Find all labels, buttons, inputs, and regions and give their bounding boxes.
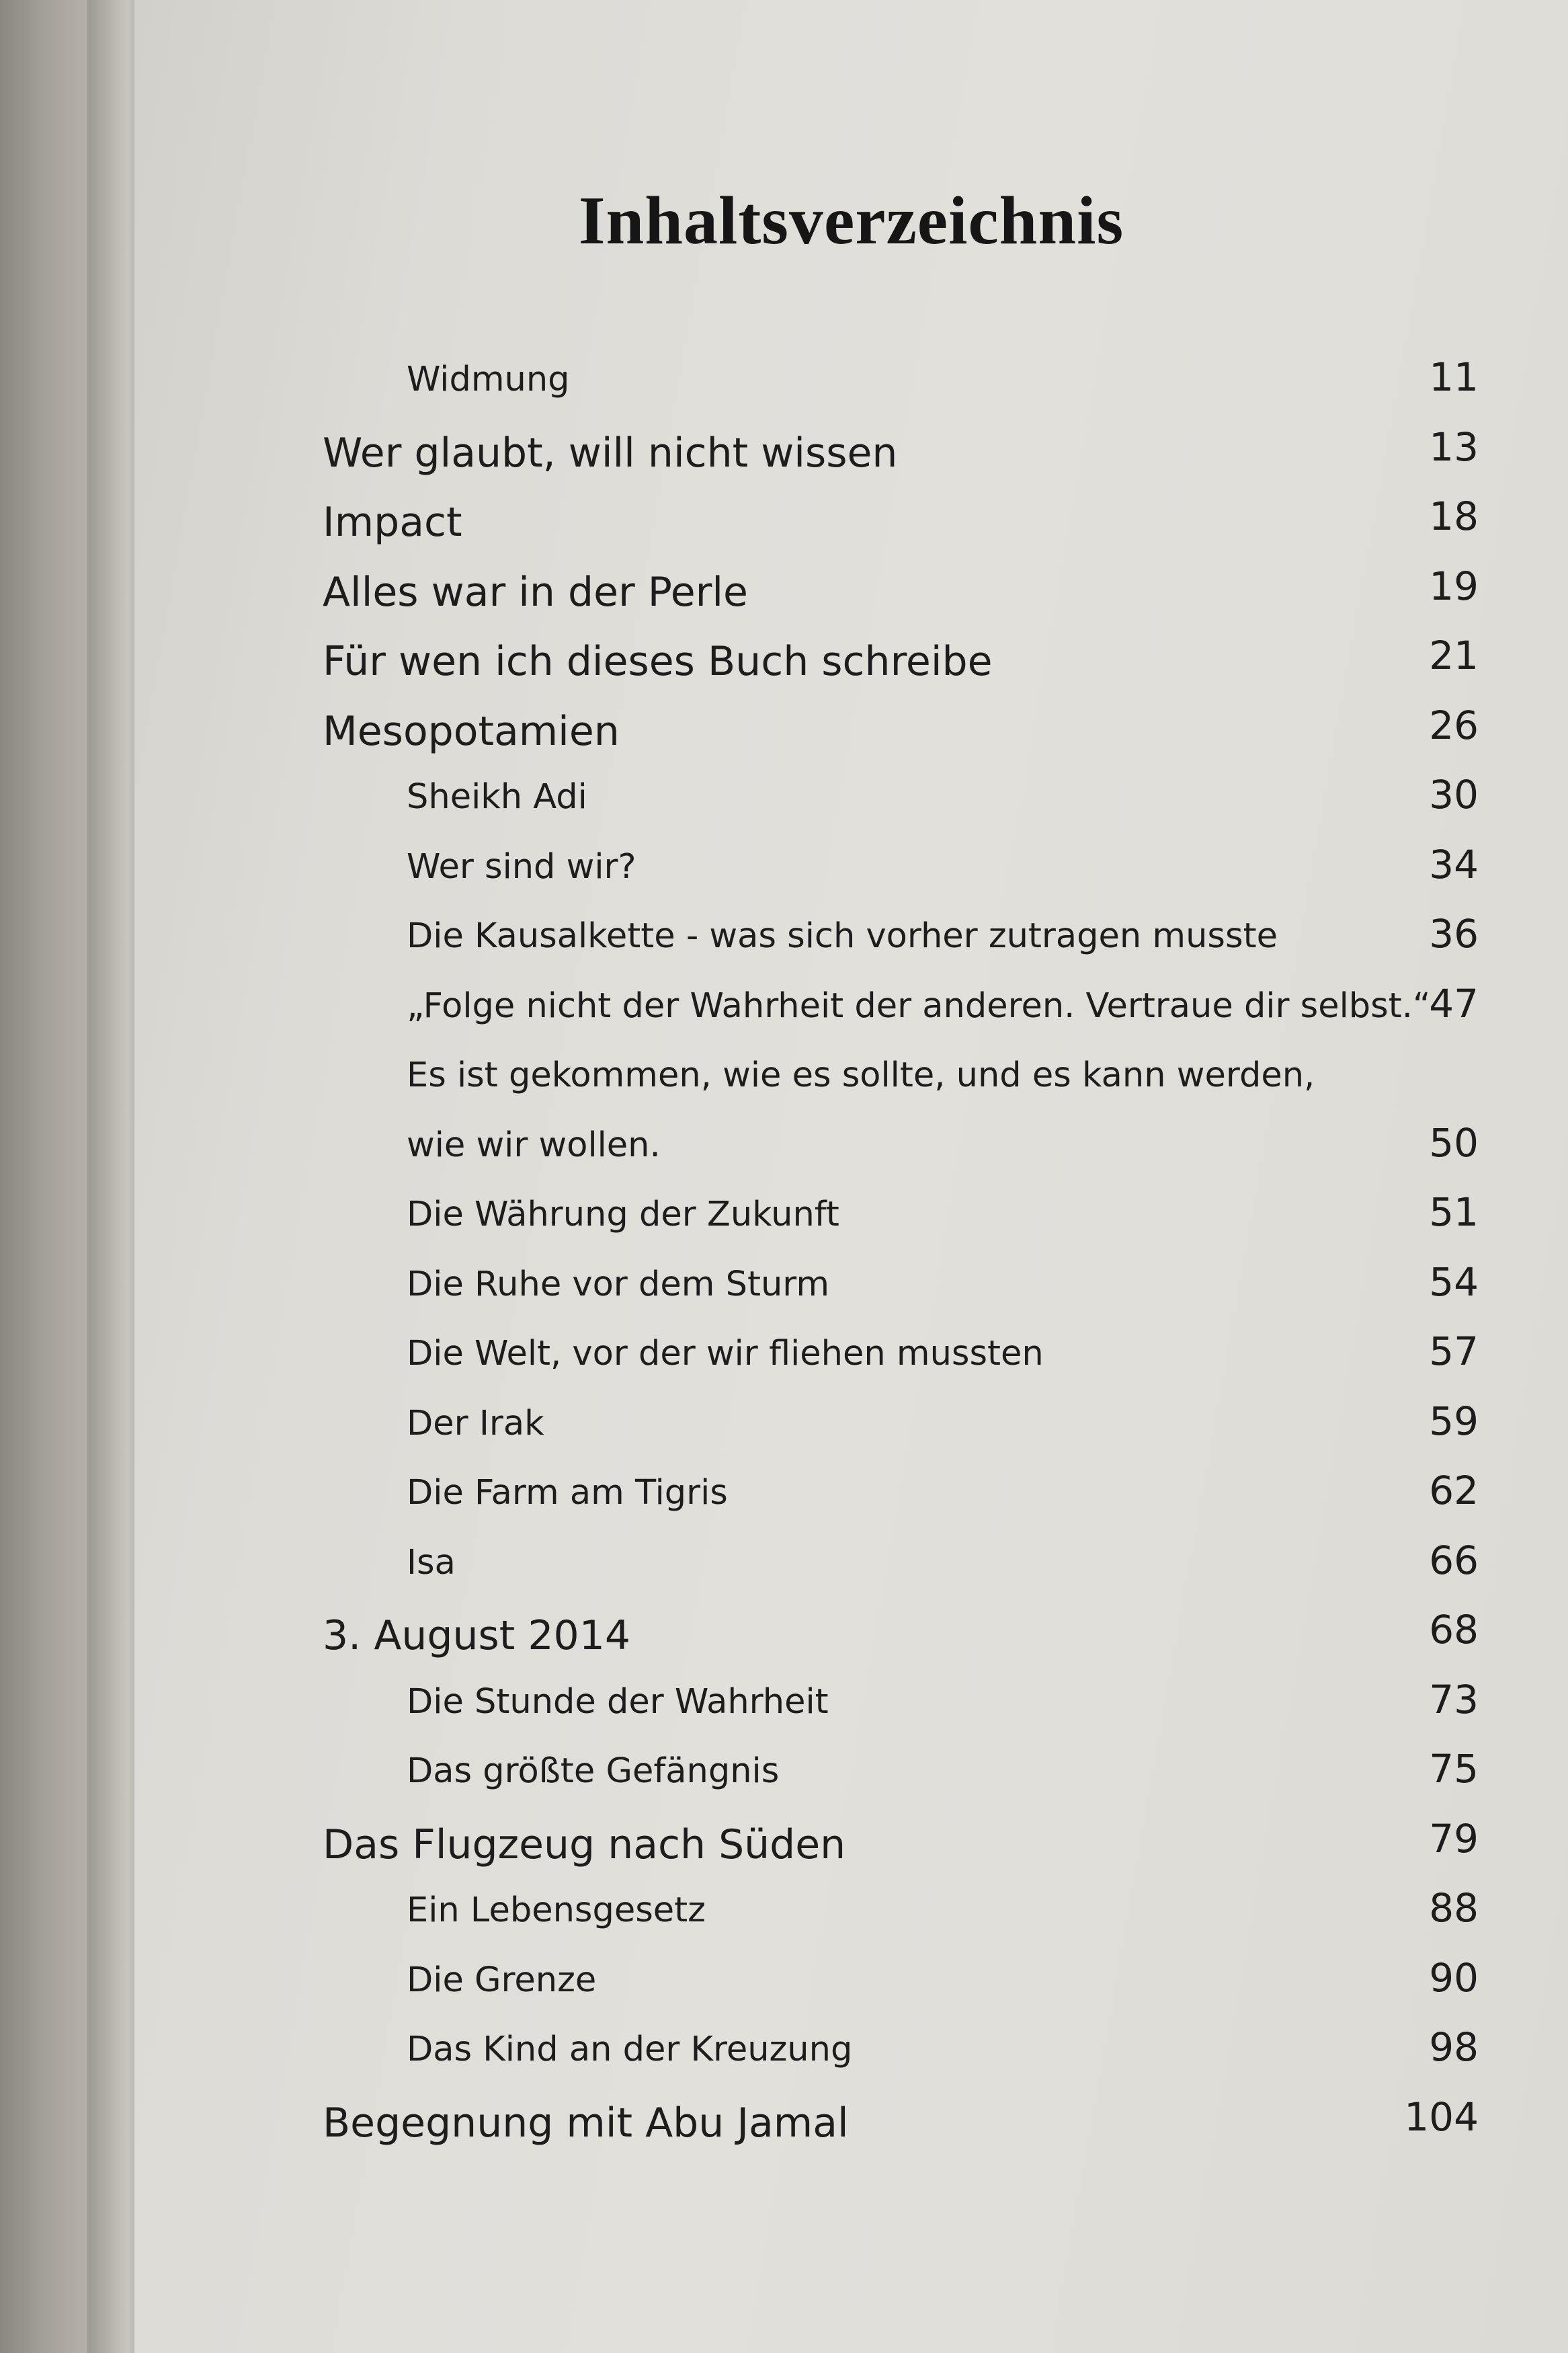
toc-entry-title: Der Irak <box>407 1404 544 1443</box>
toc-entry <box>134 911 1568 984</box>
toc-entry-title: Das Kind an der Kreuzung <box>407 2030 853 2069</box>
toc-entry-page-number: 21 <box>1429 633 1479 678</box>
table-of-contents <box>134 0 1568 2353</box>
toc-entry-title: Die Kausalkette - was sich vorher zutragen musste <box>407 916 1278 956</box>
toc-entry-title: Wer sind wir? <box>407 847 636 887</box>
toc-entry-title: Impact <box>323 499 462 546</box>
toc-entry <box>134 1468 1568 1540</box>
toc-entry <box>134 842 1568 914</box>
toc-entry-title: Die Ruhe vor dem Sturm <box>407 1265 830 1304</box>
toc-entry-title: Begegnung mit Abu Jamal <box>323 2100 849 2147</box>
toc-entry <box>134 354 1568 427</box>
toc-entry-page-number: 13 <box>1429 424 1479 470</box>
toc-entry <box>134 633 1568 705</box>
toc-entry <box>134 1398 1568 1471</box>
toc-entry-page-number: 51 <box>1429 1189 1479 1235</box>
toc-entry-title: Wer glaubt, will nicht wissen <box>323 430 898 477</box>
toc-entry <box>134 493 1568 566</box>
toc-entry-page-number: 47 <box>1429 981 1479 1027</box>
toc-entry-page-number: 18 <box>1429 493 1479 539</box>
toc-entry-page-number: 98 <box>1429 2024 1479 2070</box>
toc-entry-page-number: 104 <box>1404 2094 1479 2140</box>
toc-entry-page-number: 66 <box>1429 1538 1479 1583</box>
toc-entry <box>134 1746 1568 1819</box>
toc-entry-title: Die Grenze <box>407 1960 597 2000</box>
toc-entry-page-number: 50 <box>1429 1120 1479 1166</box>
toc-entry-title: 3. August 2014 <box>323 1612 631 1659</box>
toc-entry-title: Ein Lebensgesetz <box>407 1890 706 1930</box>
toc-entry-title: Das Flugzeug nach Süden <box>323 1821 846 1868</box>
toc-entry-title: Die Farm am Tigris <box>407 1473 728 1513</box>
toc-entry-page-number: 79 <box>1429 1816 1479 1862</box>
toc-entry <box>134 1538 1568 1610</box>
toc-entry-page-number: 57 <box>1429 1328 1479 1374</box>
toc-entry-page-number: 73 <box>1429 1677 1479 1722</box>
toc-entry-title: Das größte Gefängnis <box>407 1751 780 1791</box>
toc-entry-title: Alles war in der Perle <box>323 569 748 616</box>
toc-entry-title: Widmung <box>407 360 570 399</box>
toc-entry-page-number: 62 <box>1429 1468 1479 1513</box>
toc-entry-page-number: 30 <box>1429 772 1479 817</box>
toc-entry <box>134 1955 1568 2028</box>
toc-entry <box>134 1259 1568 1332</box>
toc-entry <box>134 1055 1568 1123</box>
toc-entry-title: Sheikh Adi <box>407 777 587 817</box>
toc-entry-page-number: 54 <box>1429 1259 1479 1305</box>
toc-entry <box>134 1607 1568 1679</box>
book-spine <box>0 0 94 2353</box>
toc-entry-title: Die Währung der Zukunft <box>407 1195 839 1234</box>
book-page <box>134 0 1568 2353</box>
toc-entry-page-number: 59 <box>1429 1398 1479 1444</box>
toc-entry-page-number: 11 <box>1429 354 1479 400</box>
toc-entry <box>134 1120 1568 1193</box>
toc-entry-page-number: 75 <box>1429 1746 1479 1792</box>
toc-entry <box>134 1677 1568 1749</box>
toc-entry-title: wie wir wollen. <box>407 1125 661 1165</box>
toc-entry-title: Isa <box>407 1543 456 1583</box>
toc-entry-title: Es ist gekommen, wie es sollte, und es kann werden, <box>407 1055 1315 1095</box>
toc-entry-page-number: 26 <box>1429 703 1479 748</box>
toc-entry <box>134 1328 1568 1401</box>
toc-entry-title: Die Stunde der Wahrheit <box>407 1682 829 1722</box>
toc-entry <box>134 1885 1568 1958</box>
toc-entry-page-number: 88 <box>1429 1885 1479 1931</box>
toc-entry-page-number: 90 <box>1429 1955 1479 2001</box>
toc-entry <box>134 703 1568 775</box>
toc-entry <box>134 772 1568 844</box>
toc-entry <box>134 981 1568 1053</box>
page-title: Inhaltsverzeichnis <box>578 183 1124 259</box>
toc-entry-title: „Folge nicht der Wahrheit der anderen. Vertraue dir selbst.“ <box>407 986 1431 1026</box>
toc-entry-page-number: 68 <box>1429 1607 1479 1652</box>
toc-entry-title: Mesopotamien <box>323 708 620 755</box>
toc-entry <box>134 1816 1568 1888</box>
toc-entry <box>134 2094 1568 2167</box>
toc-entry-page-number: 36 <box>1429 911 1479 957</box>
toc-entry-title: Für wen ich dieses Buch schreibe <box>323 638 993 685</box>
toc-entry-page-number: 34 <box>1429 842 1479 887</box>
toc-entry <box>134 563 1568 636</box>
toc-entry-page-number: 19 <box>1429 563 1479 609</box>
toc-entry-title: Die Welt, vor der wir fliehen mussten <box>407 1334 1044 1373</box>
toc-entry <box>134 424 1568 497</box>
toc-entry <box>134 1189 1568 1262</box>
toc-entry <box>134 2024 1568 2097</box>
